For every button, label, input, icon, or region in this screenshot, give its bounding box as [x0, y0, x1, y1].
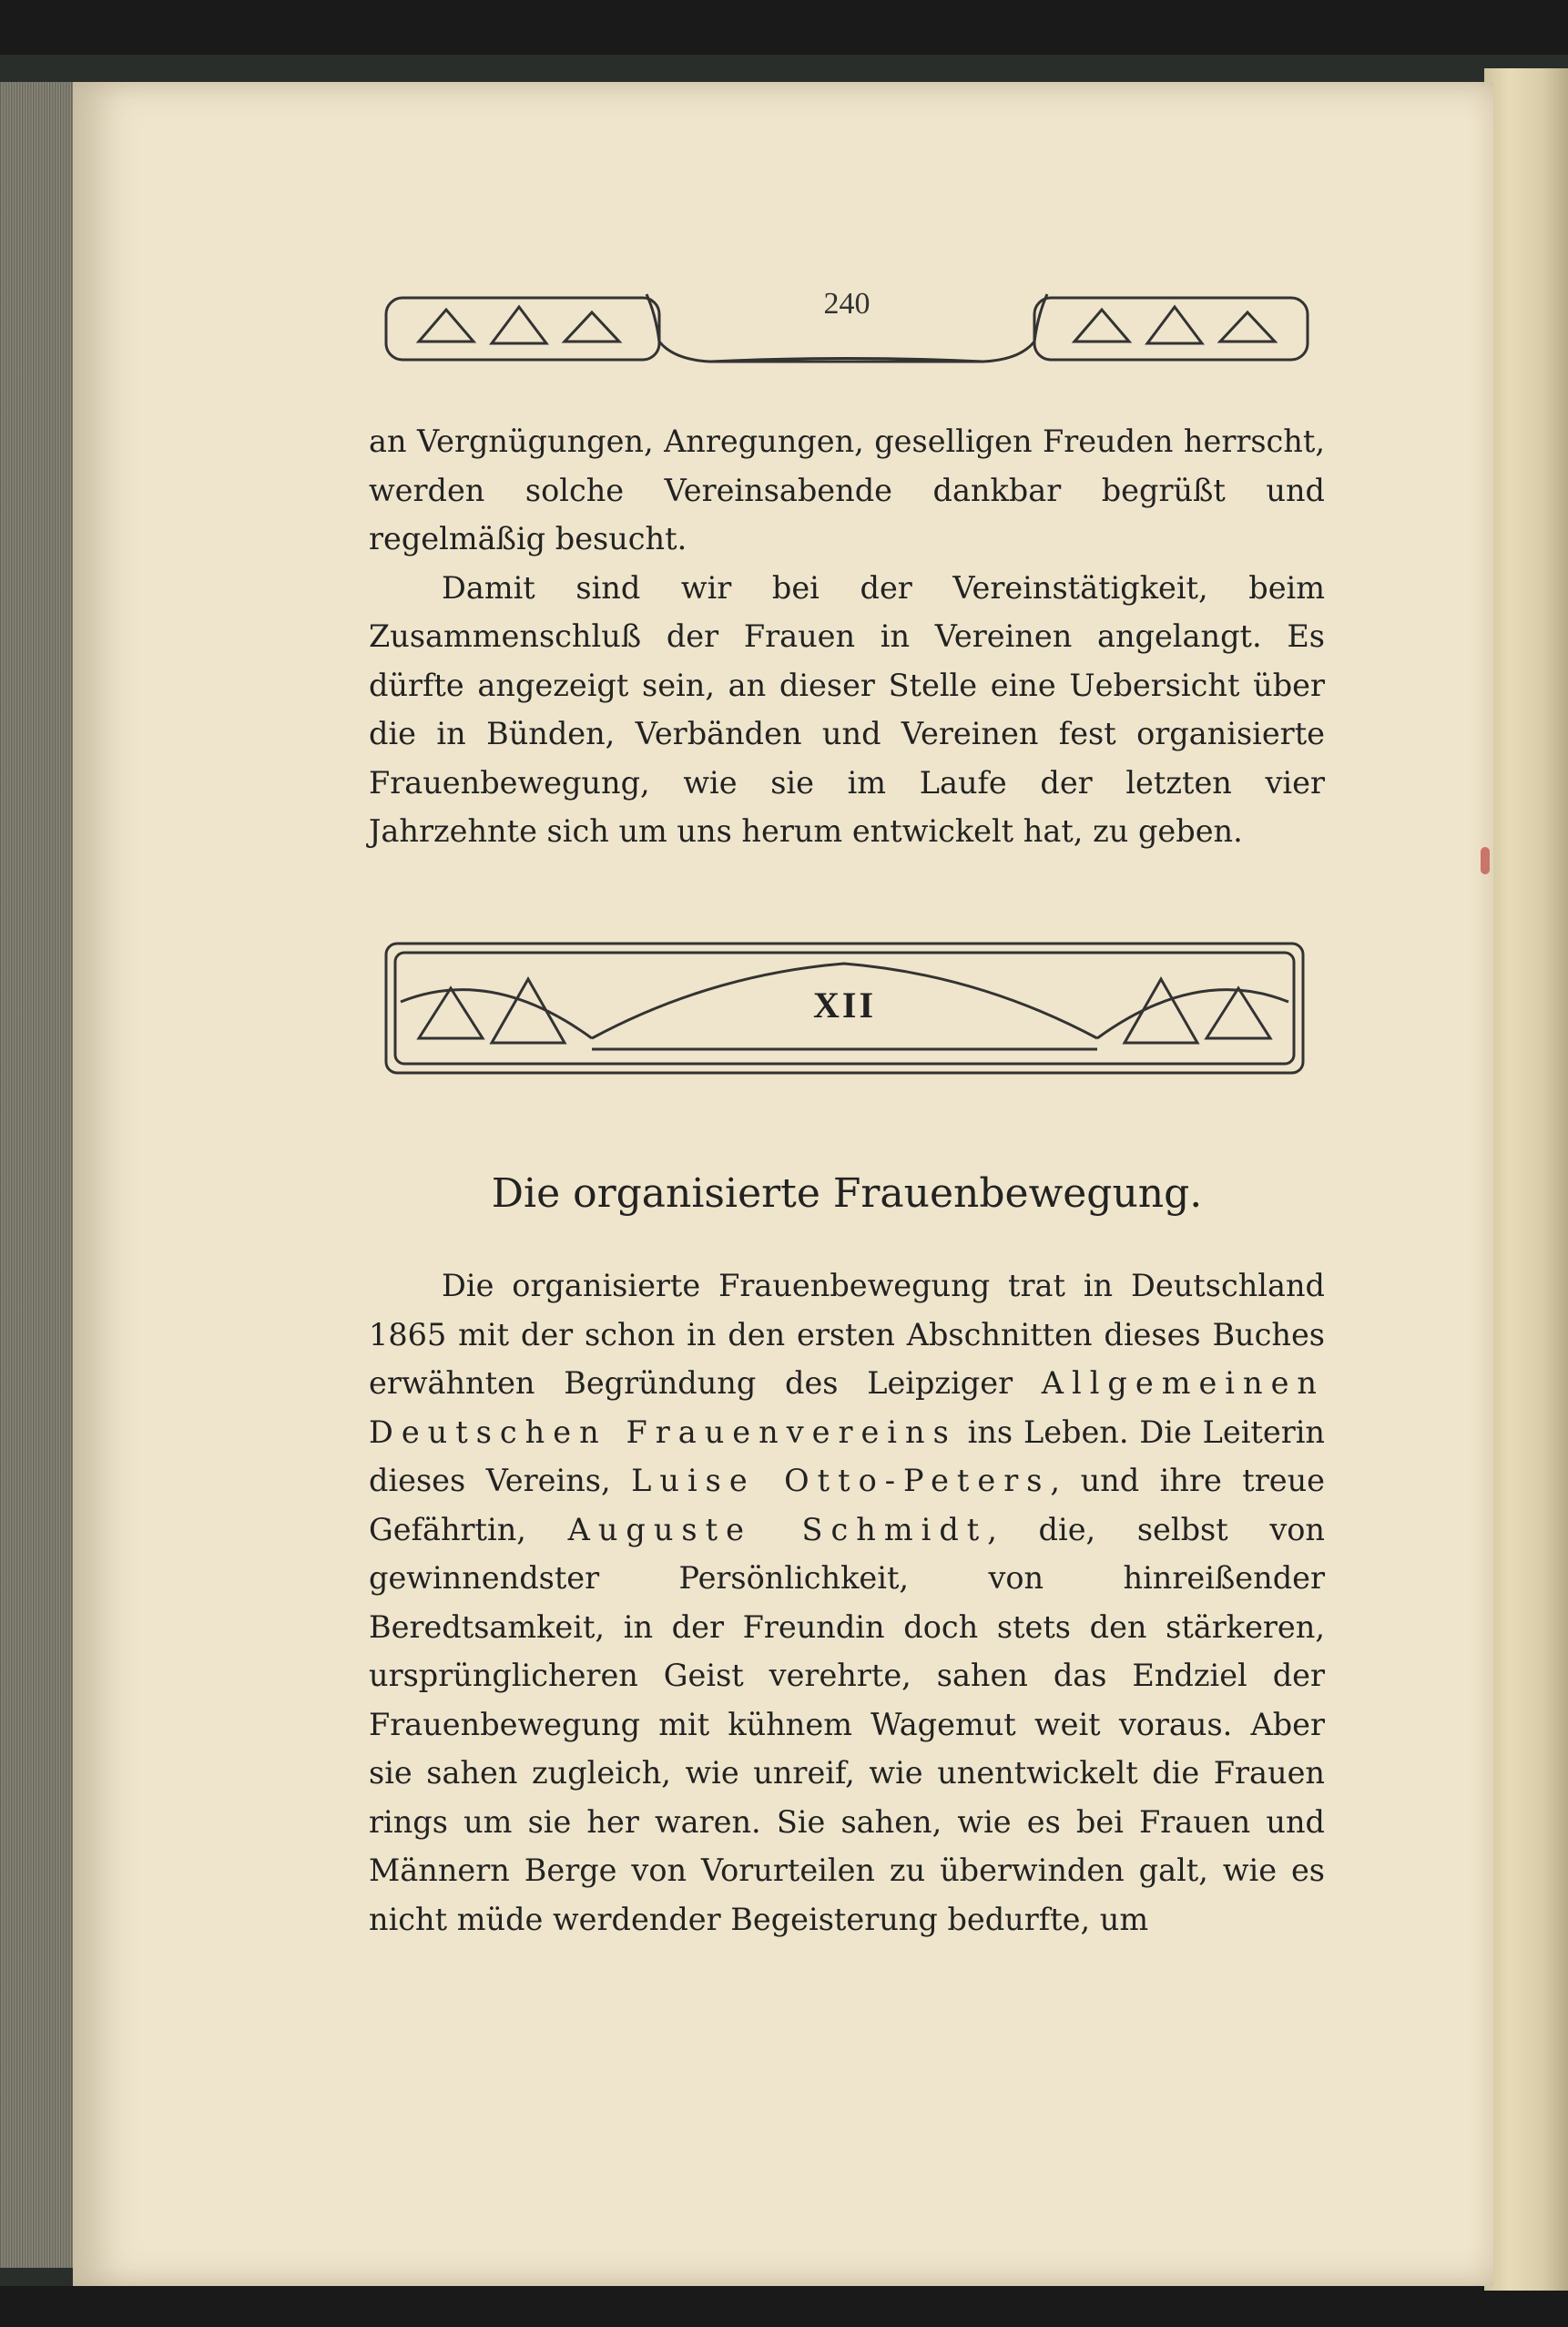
body-text: , und ihre treue Gefährtin, [369, 1463, 1325, 1547]
page-number: 240 [823, 287, 871, 321]
book-gutter [1484, 68, 1568, 2291]
chapter-ornament [382, 938, 1307, 1079]
chapter-number: XII [812, 985, 877, 1026]
page-edges [0, 82, 82, 2268]
paragraph: an Vergnügungen, Anregungen, geselligen Freuden herrscht, werden solche Vereinsabende dankbar begrüßt und regelmäßig besucht. [369, 424, 1325, 556]
paragraph [369, 1261, 1325, 1944]
red-mark [1481, 847, 1490, 874]
paragraph: Damit sind wir bei der Vereinstätigkeit, beim Zusammenschluß der Frauen in Vereinen angelangt. Es dürfte angezeigt sein, an dieser Stelle eine Uebersicht über die in Bünden, Verbänden und Vereinen fest organisierte Frauenbewegung, wie sie im Laufe der letzten vier Jahrzehnte sich um uns herum entwickelt hat, zu geben. [369, 569, 1325, 849]
top-text-block [369, 417, 1325, 856]
page-header [382, 278, 1311, 378]
spaced-name: Luise Otto-Peters [631, 1463, 1051, 1498]
spaced-name: Allgemeinen Deutschen Frauenvereins [369, 1365, 1325, 1450]
body-text-block [369, 1261, 1325, 1944]
body-text: Die organisierte Frauenbewegung trat in Deutschland 1865 mit der schon in den ersten Abschnitten dieses Buches erwähnten Begründung des Leipziger [369, 1268, 1325, 1401]
section-title: Die organisierte Frauenbewegung. [491, 1170, 1203, 1217]
body-text: , die, selbst von gewinnendster Persönlichkeit, von hinreißender Beredtsamkeit, in der Freundin doch stets den stärkeren, ursprünglicheren Geist verehrte, sahen das Endziel der Frauenbewegung mit kühnem Wagemut weit voraus. Aber sie sahen zugleich, wie unreif, wie unentwickelt die Frauen rings um sie her waren. Sie sahen, wie es bei Frauen und Männern Berge von Vorurteilen zu überwinden galt, wie es nicht müde werdender Begeisterung bedurfte, um [369, 1511, 1325, 1937]
body-text: ins Leben. Die Leiterin dieses Vereins, [369, 1414, 1325, 1498]
spaced-name: Auguste Schmidt [567, 1511, 988, 1547]
